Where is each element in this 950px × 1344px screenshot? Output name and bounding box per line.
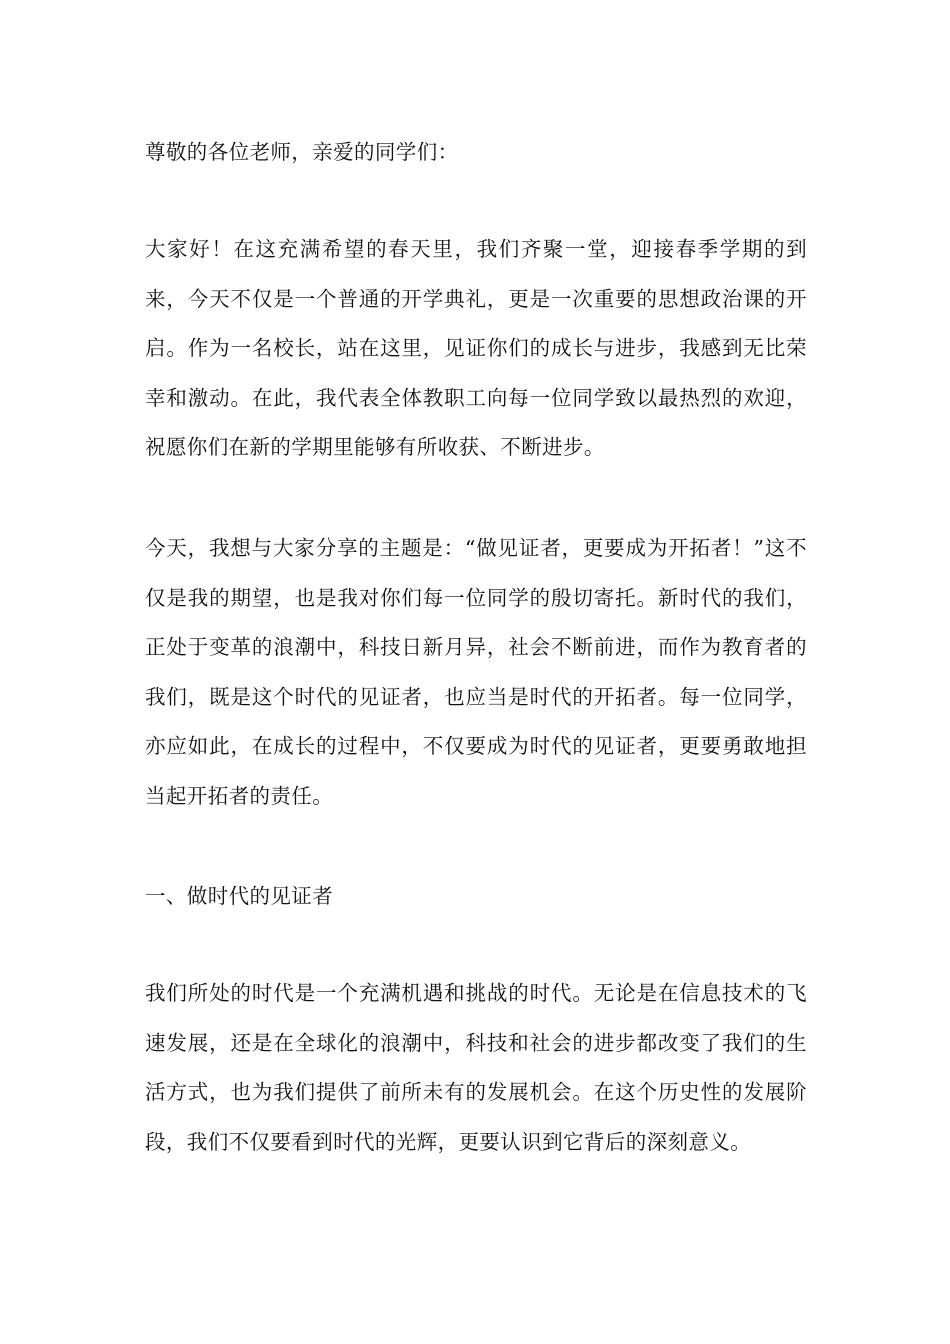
section-heading: 一、做时代的见证者	[145, 884, 334, 908]
opening-paragraph: 大家好！在这充满希望的春天里，我们齐聚一堂，迎接春季学期的到来，今天不仅是一个普通的开学典礼，更是一次重要的思想政治课的开启。作为一名校长，站在这里，见证你们的成长与进步，我感到无比荣幸和激动。在此，我代表全体教职工向每一位同学致以最热烈的欢迎，祝愿你们在新的学期里能够有所收获、不断进步。	[145, 237, 807, 459]
salutation: 尊敬的各位老师，亲爱的同学们：	[145, 140, 459, 164]
section-paragraph: 我们所处的时代是一个充满机遇和挑战的时代。无论是在信息技术的飞速发展，还是在全球化的浪潮中，科技和社会的进步都改变了我们的生活方式，也为我们提供了前所未有的发展机会。在这个历史性的发展阶段，我们不仅要看到时代的光辉，更要认识到它背后的深刻意义。	[145, 981, 807, 1154]
theme-paragraph: 今天，我想与大家分享的主题是：“做见证者，更要成为开拓者！”这不仅是我的期望，也是我对你们每一位同学的殷切寄托。新时代的我们，正处于变革的浪潮中，科技日新月异，社会不断前进，而作为教育者的我们，既是这个时代的见证者，也应当是时代的开拓者。每一位同学，亦应如此，在成长的过程中，不仅要成为时代的见证者，更要勇敢地担当起开拓者的责任。	[145, 536, 807, 808]
